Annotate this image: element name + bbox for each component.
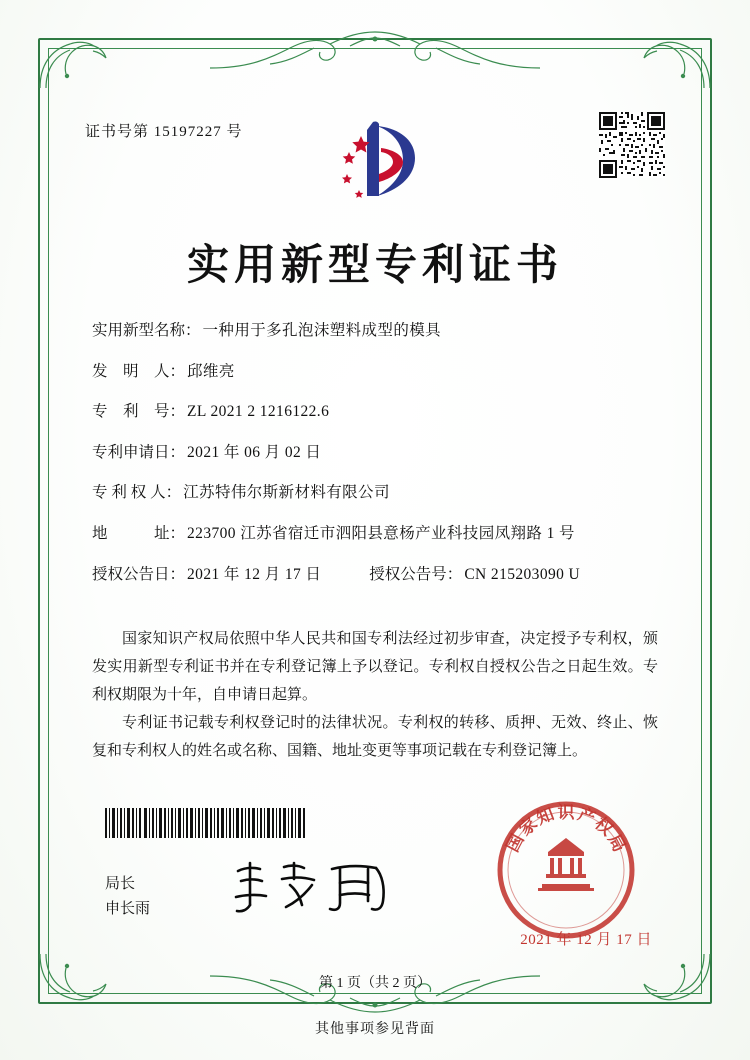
svg-text:局: 局 — [604, 831, 630, 855]
svg-text:国: 国 — [502, 831, 528, 855]
svg-text:知: 知 — [534, 804, 557, 829]
field-row-inventor — [92, 363, 658, 382]
svg-text:识: 识 — [557, 803, 575, 822]
page-number: 第 1 页（共 2 页） — [319, 976, 431, 991]
field-value: 江苏特伟尔斯新材料有限公司 — [183, 484, 390, 502]
qr-code-icon — [599, 112, 665, 178]
cnipa-logo-icon — [315, 118, 435, 213]
barcode-icon — [105, 808, 305, 838]
field-row-grant — [92, 566, 658, 585]
field-value-grant-number: CN 215203090 U — [464, 565, 581, 583]
field-row-address — [92, 525, 658, 544]
field-label-grant-date: 授权公告日： — [92, 565, 186, 583]
field-value: 2021 年 06 月 02 日 — [187, 443, 322, 461]
signature-labels — [105, 872, 150, 922]
footnote: 其他事项参见背面 — [315, 1022, 435, 1037]
director-name-label: 申长雨 — [105, 901, 151, 917]
certificate-number: 证书号第 15197227 号 — [85, 124, 243, 140]
paragraph-1: 国家知识产权局依照中华人民共和国专利法经过初步审查，决定授予专利权，颁发实用新型专利证书并在专利登记簿上予以登记。专利权自授权公告之日起生效。专利权期限为十年，自申请日起算。 — [92, 631, 658, 703]
field-value: ZL 2021 2 1216122.6 — [187, 403, 330, 421]
field-value: 邱维亮 — [187, 362, 235, 380]
handwritten-signature-icon — [228, 855, 403, 917]
field-label: 专 利 权 人： — [92, 484, 182, 502]
field-label: 专 利 号： — [92, 403, 186, 421]
svg-text:产: 产 — [575, 804, 598, 829]
field-label: 地 址： — [92, 524, 186, 542]
director-title-label: 局长 — [105, 876, 136, 892]
svg-text:权: 权 — [591, 813, 617, 840]
seal-date: 2021 年 12 月 17 日 — [520, 932, 652, 948]
field-label: 专利申请日： — [92, 443, 186, 461]
official-seal-icon — [492, 796, 640, 944]
field-row-patent-number — [92, 403, 658, 422]
field-value: 一种用于多孔泡沫塑料成型的模具 — [202, 322, 442, 339]
field-label: 实用新型名称： — [92, 322, 201, 339]
field-list — [92, 322, 658, 606]
paragraph-2: 专利证书记载专利权登记时的法律状况。专利权的转移、质押、无效、终止、恢复和专利权人的姓名或名称、国籍、地址变更等事项记载在专利登记簿上。 — [92, 715, 658, 759]
field-row-name — [92, 322, 658, 341]
field-row-patentee — [92, 484, 658, 503]
field-value: 223700 江苏省宿迁市泗阳县意杨产业科技园凤翔路 1 号 — [187, 524, 575, 542]
corner-ornament-icon — [640, 36, 714, 92]
page-title: 实用新型专利证书 — [186, 240, 563, 289]
corner-ornament-icon — [36, 36, 110, 92]
field-label-grant-number: 授权公告号： — [369, 565, 463, 583]
legal-text — [92, 625, 658, 765]
svg-text:家: 家 — [515, 813, 541, 840]
field-label: 发 明 人： — [92, 362, 186, 380]
field-value-grant-date: 2021 年 12 月 17 日 — [187, 565, 322, 583]
top-scroll-ornament-icon — [210, 30, 540, 72]
field-row-application-date — [92, 444, 658, 463]
